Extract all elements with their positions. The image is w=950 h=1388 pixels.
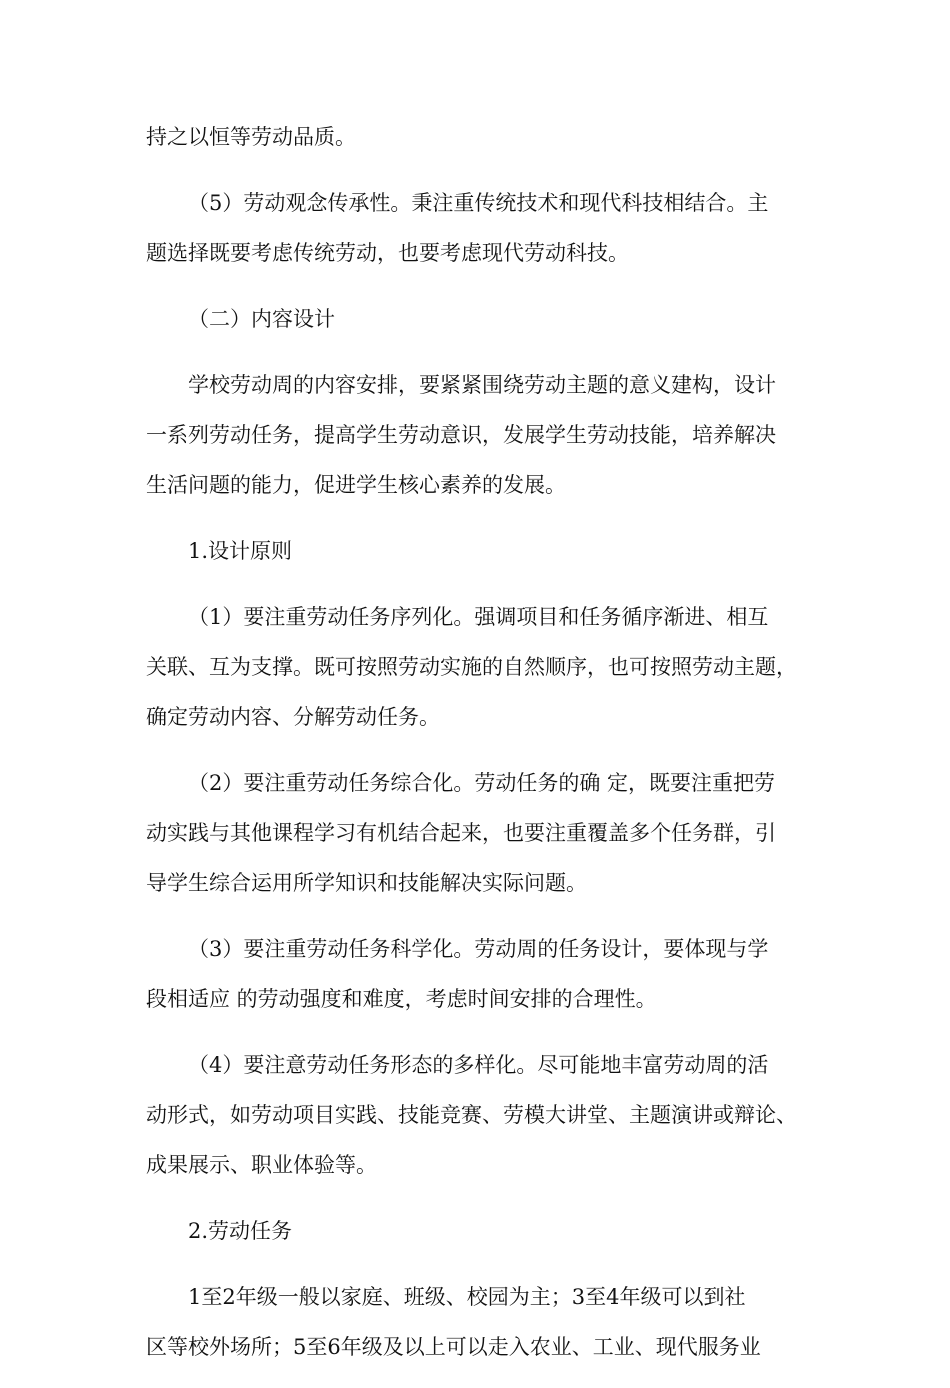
text-line: 动形式，如劳动项目实践、技能竞赛、劳模大讲堂、主题演讲或辩论、 — [146, 1103, 797, 1127]
text-line: 段相适应 的劳动强度和难度，考虑时间安排的合理性。 — [146, 987, 657, 1011]
paragraph — [146, 360, 806, 510]
text-line: 关联、互为支撑。既可按照劳动实施的自然顺序，也可按照劳动主题， — [146, 655, 797, 679]
paragraph — [146, 1272, 806, 1372]
text-line: 一系列劳动任务，提高学生劳动意识，发展学生劳动技能，培养解决 — [146, 423, 776, 447]
section-heading — [146, 294, 806, 344]
paragraph — [146, 924, 806, 1024]
text-line: 2.劳动任务 — [188, 1219, 293, 1243]
text-line: 1至2年级一般以家庭、班级、校园为主；3至4年级可以到社 — [188, 1285, 746, 1309]
text-line: （3）要注重劳动任务科学化。劳动周的任务设计，要体现与学 — [188, 937, 769, 961]
paragraph — [146, 758, 806, 908]
text-line: 成果展示、职业体验等。 — [146, 1153, 377, 1177]
subsection-heading — [146, 1206, 806, 1256]
paragraph — [146, 178, 806, 278]
text-line: （2）要注重劳动任务综合化。劳动任务的确 定，既要注重把劳 — [188, 771, 776, 795]
text-line: （4）要注意劳动任务形态的多样化。尽可能地丰富劳动周的活 — [188, 1053, 769, 1077]
document-page — [146, 112, 806, 1388]
paragraph — [146, 112, 806, 162]
text-line: 持之以恒等劳动品质。 — [146, 125, 356, 149]
text-line: 导学生综合运用所学知识和技能解决实际问题。 — [146, 871, 587, 895]
paragraph — [146, 1040, 806, 1190]
text-line: （5）劳动观念传承性。秉注重传统技术和现代科技相结合。主 — [188, 191, 769, 215]
text-line: 确定劳动内容、分解劳动任务。 — [146, 705, 440, 729]
text-line: 学校劳动周的内容安排，要紧紧围绕劳动主题的意义建构，设计 — [188, 373, 776, 397]
text-line: 区等校外场所；5至6年级及以上可以走入农业、工业、现代服务业 — [146, 1335, 761, 1359]
text-line: （二）内容设计 — [188, 307, 335, 331]
text-line: （1）要注重劳动任务序列化。强调项目和任务循序渐进、相互 — [188, 605, 769, 629]
paragraph — [146, 592, 806, 742]
text-line: 动实践与其他课程学习有机结合起来，也要注重覆盖多个任务群，引 — [146, 821, 776, 845]
text-line: 1.设计原则 — [188, 539, 293, 563]
text-line: 生活问题的能力，促进学生核心素养的发展。 — [146, 473, 566, 497]
subsection-heading — [146, 526, 806, 576]
text-line: 题选择既要考虑传统劳动，也要考虑现代劳动科技。 — [146, 241, 629, 265]
